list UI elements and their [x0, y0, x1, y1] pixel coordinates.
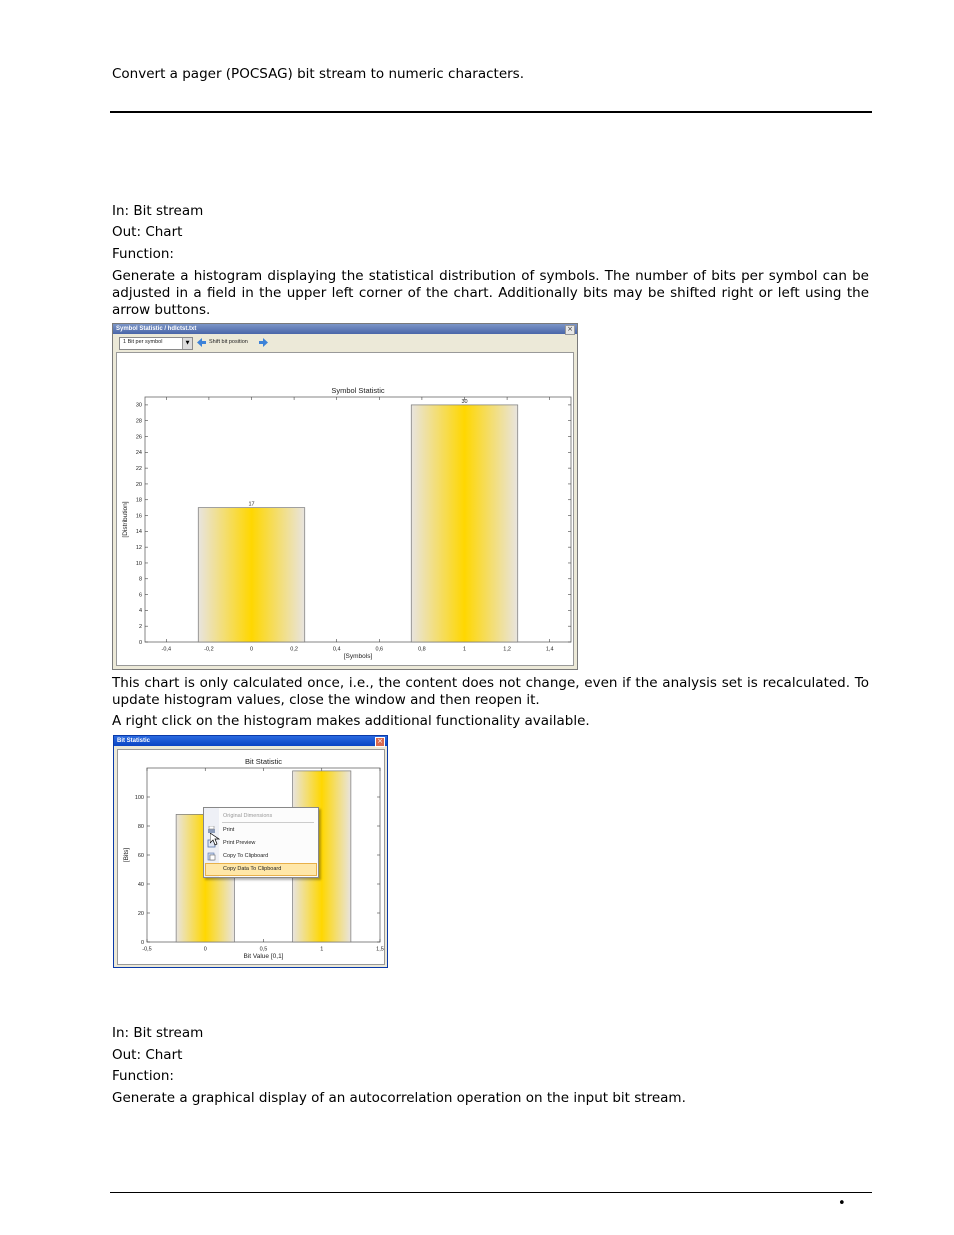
- shift-bit-position-label: Shift bit position: [209, 339, 248, 345]
- y-tick-label: 12: [135, 544, 142, 551]
- y-tick-label: 80: [137, 823, 144, 830]
- menu-item-print-preview[interactable]: Print Preview: [223, 840, 256, 846]
- histogram-bar: [198, 508, 305, 642]
- section2-description: Generate a graphical display of an autocorrelation operation on the input bit stream.: [112, 1090, 686, 1106]
- arrow-right-button[interactable]: [259, 338, 268, 347]
- section2-out: Out: Chart: [112, 1047, 183, 1063]
- section1-function: Function:: [112, 246, 174, 262]
- y-tick-label: 10: [135, 560, 142, 567]
- y-axis-label: [Distribution]: [122, 501, 129, 538]
- symbol-statistic-chart[interactable]: [117, 353, 573, 665]
- section1-description: Generate a histogram displaying the statistical distribution of symbols. The number of bits per symbol can be adjusted in a field in the upper left corner of the chart. Additionally bits may be shifted right or left using the arrow buttons.: [112, 268, 869, 318]
- x-tick-label: 0,5: [259, 946, 268, 953]
- symbol-statistic-window: [112, 323, 578, 670]
- section2-function: Function:: [112, 1068, 174, 1084]
- menu-item-copy-data-highlight[interactable]: [205, 863, 317, 876]
- section1-out: Out: Chart: [112, 224, 183, 240]
- footer-bullet: •: [838, 1196, 846, 1211]
- window1-plot-area: [116, 352, 574, 666]
- y-tick-label: 2: [138, 624, 142, 631]
- dropdown-value: 1 Bit per symbol: [123, 339, 163, 345]
- x-tick-label: 0: [249, 646, 254, 653]
- x-tick-label: 0: [203, 946, 207, 953]
- chevron-down-icon: ▼: [182, 338, 192, 349]
- y-tick-label: 28: [135, 418, 142, 425]
- menu-item-copy-to-clipboard[interactable]: Copy To Clipboard: [223, 853, 269, 859]
- x-tick-label: 1: [462, 646, 467, 653]
- y-tick-label: 16: [135, 513, 142, 520]
- section1-in: In: Bit stream: [112, 203, 204, 219]
- x-tick-label: -0,5: [142, 946, 152, 953]
- arrow-left-icon: [197, 338, 206, 347]
- window2-titlebar: [114, 736, 387, 746]
- y-tick-label: 30: [135, 402, 142, 409]
- menu-separator: [222, 822, 314, 823]
- chart-title: Symbol Statistic: [331, 386, 385, 395]
- x-tick-label: 0,6: [375, 646, 384, 653]
- x-tick-label: 1,4: [545, 646, 554, 653]
- context-menu: [203, 807, 319, 878]
- y-tick-label: 6: [138, 592, 142, 599]
- note-calculated-once: This chart is only calculated once, i.e., the content does not change, even if the analysis set is recalculated. To update histogram values, close the window and then reopen it.: [112, 675, 869, 708]
- note-right-click: A right click on the histogram makes additional functionality available.: [112, 713, 590, 729]
- x-tick-label: 1,5: [376, 946, 384, 953]
- x-tick-label: 0,4: [332, 646, 341, 653]
- y-tick-label: 0: [140, 939, 144, 946]
- arrow-right-icon: [259, 338, 268, 347]
- header-text: Convert a pager (POCSAG) bit stream to numeric characters.: [112, 66, 524, 82]
- y-tick-label: 4: [138, 608, 142, 615]
- mouse-cursor-icon: [210, 833, 220, 846]
- y-tick-label: 20: [135, 481, 142, 488]
- x-tick-label: 1,2: [503, 646, 511, 653]
- window1-close-button[interactable]: ×: [565, 325, 575, 335]
- menu-item-original-dimensions[interactable]: Original Dimensions: [223, 813, 273, 819]
- window1-titlebar: [113, 324, 577, 334]
- x-tick-label: 0,2: [290, 646, 298, 653]
- y-tick-label: 60: [137, 852, 144, 859]
- x-axis-label: Bit Value [0,1]: [243, 953, 284, 960]
- bits-per-symbol-dropdown[interactable]: [119, 337, 193, 350]
- y-tick-label: 24: [135, 450, 142, 457]
- x-tick-label: 0,8: [418, 646, 426, 653]
- window1-title: Symbol Statistic / hdlctst.txt: [116, 326, 197, 332]
- footer-rule: [110, 1192, 872, 1193]
- y-tick-label: 14: [135, 529, 142, 536]
- y-tick-label: 18: [135, 497, 142, 504]
- y-tick-label: 0: [138, 639, 142, 646]
- x-axis-label: [Symbols]: [343, 653, 373, 660]
- histogram-bar: [411, 405, 518, 642]
- x-tick-label: -0,4: [161, 646, 172, 653]
- y-axis-label: [Bits]: [123, 847, 130, 863]
- chart-title: Bit Statistic: [244, 757, 283, 766]
- menu-item-copy-data-to-clipboard: Copy Data To Clipboard: [223, 866, 282, 872]
- y-tick-label: 40: [137, 881, 144, 888]
- clipboard-icon: [207, 852, 216, 861]
- y-tick-label: 22: [135, 465, 142, 472]
- y-tick-label: 26: [135, 434, 142, 441]
- menu-item-print[interactable]: Print: [223, 827, 235, 833]
- section2-in: In: Bit stream: [112, 1025, 204, 1041]
- y-tick-label: 8: [138, 576, 142, 583]
- bit-statistic-window: [113, 735, 388, 968]
- x-tick-label: 1: [320, 946, 324, 953]
- window2-close-button[interactable]: ×: [375, 737, 385, 747]
- y-tick-label: 20: [137, 910, 144, 917]
- header-rule: [110, 111, 872, 113]
- y-tick-label: 100: [134, 794, 144, 801]
- bar-value-label: 17: [248, 501, 255, 508]
- bar-value-label: 30: [461, 398, 468, 405]
- arrow-left-button[interactable]: [197, 338, 206, 347]
- x-tick-label: -0,2: [204, 646, 214, 653]
- window2-title: Bit Statistic: [117, 738, 151, 744]
